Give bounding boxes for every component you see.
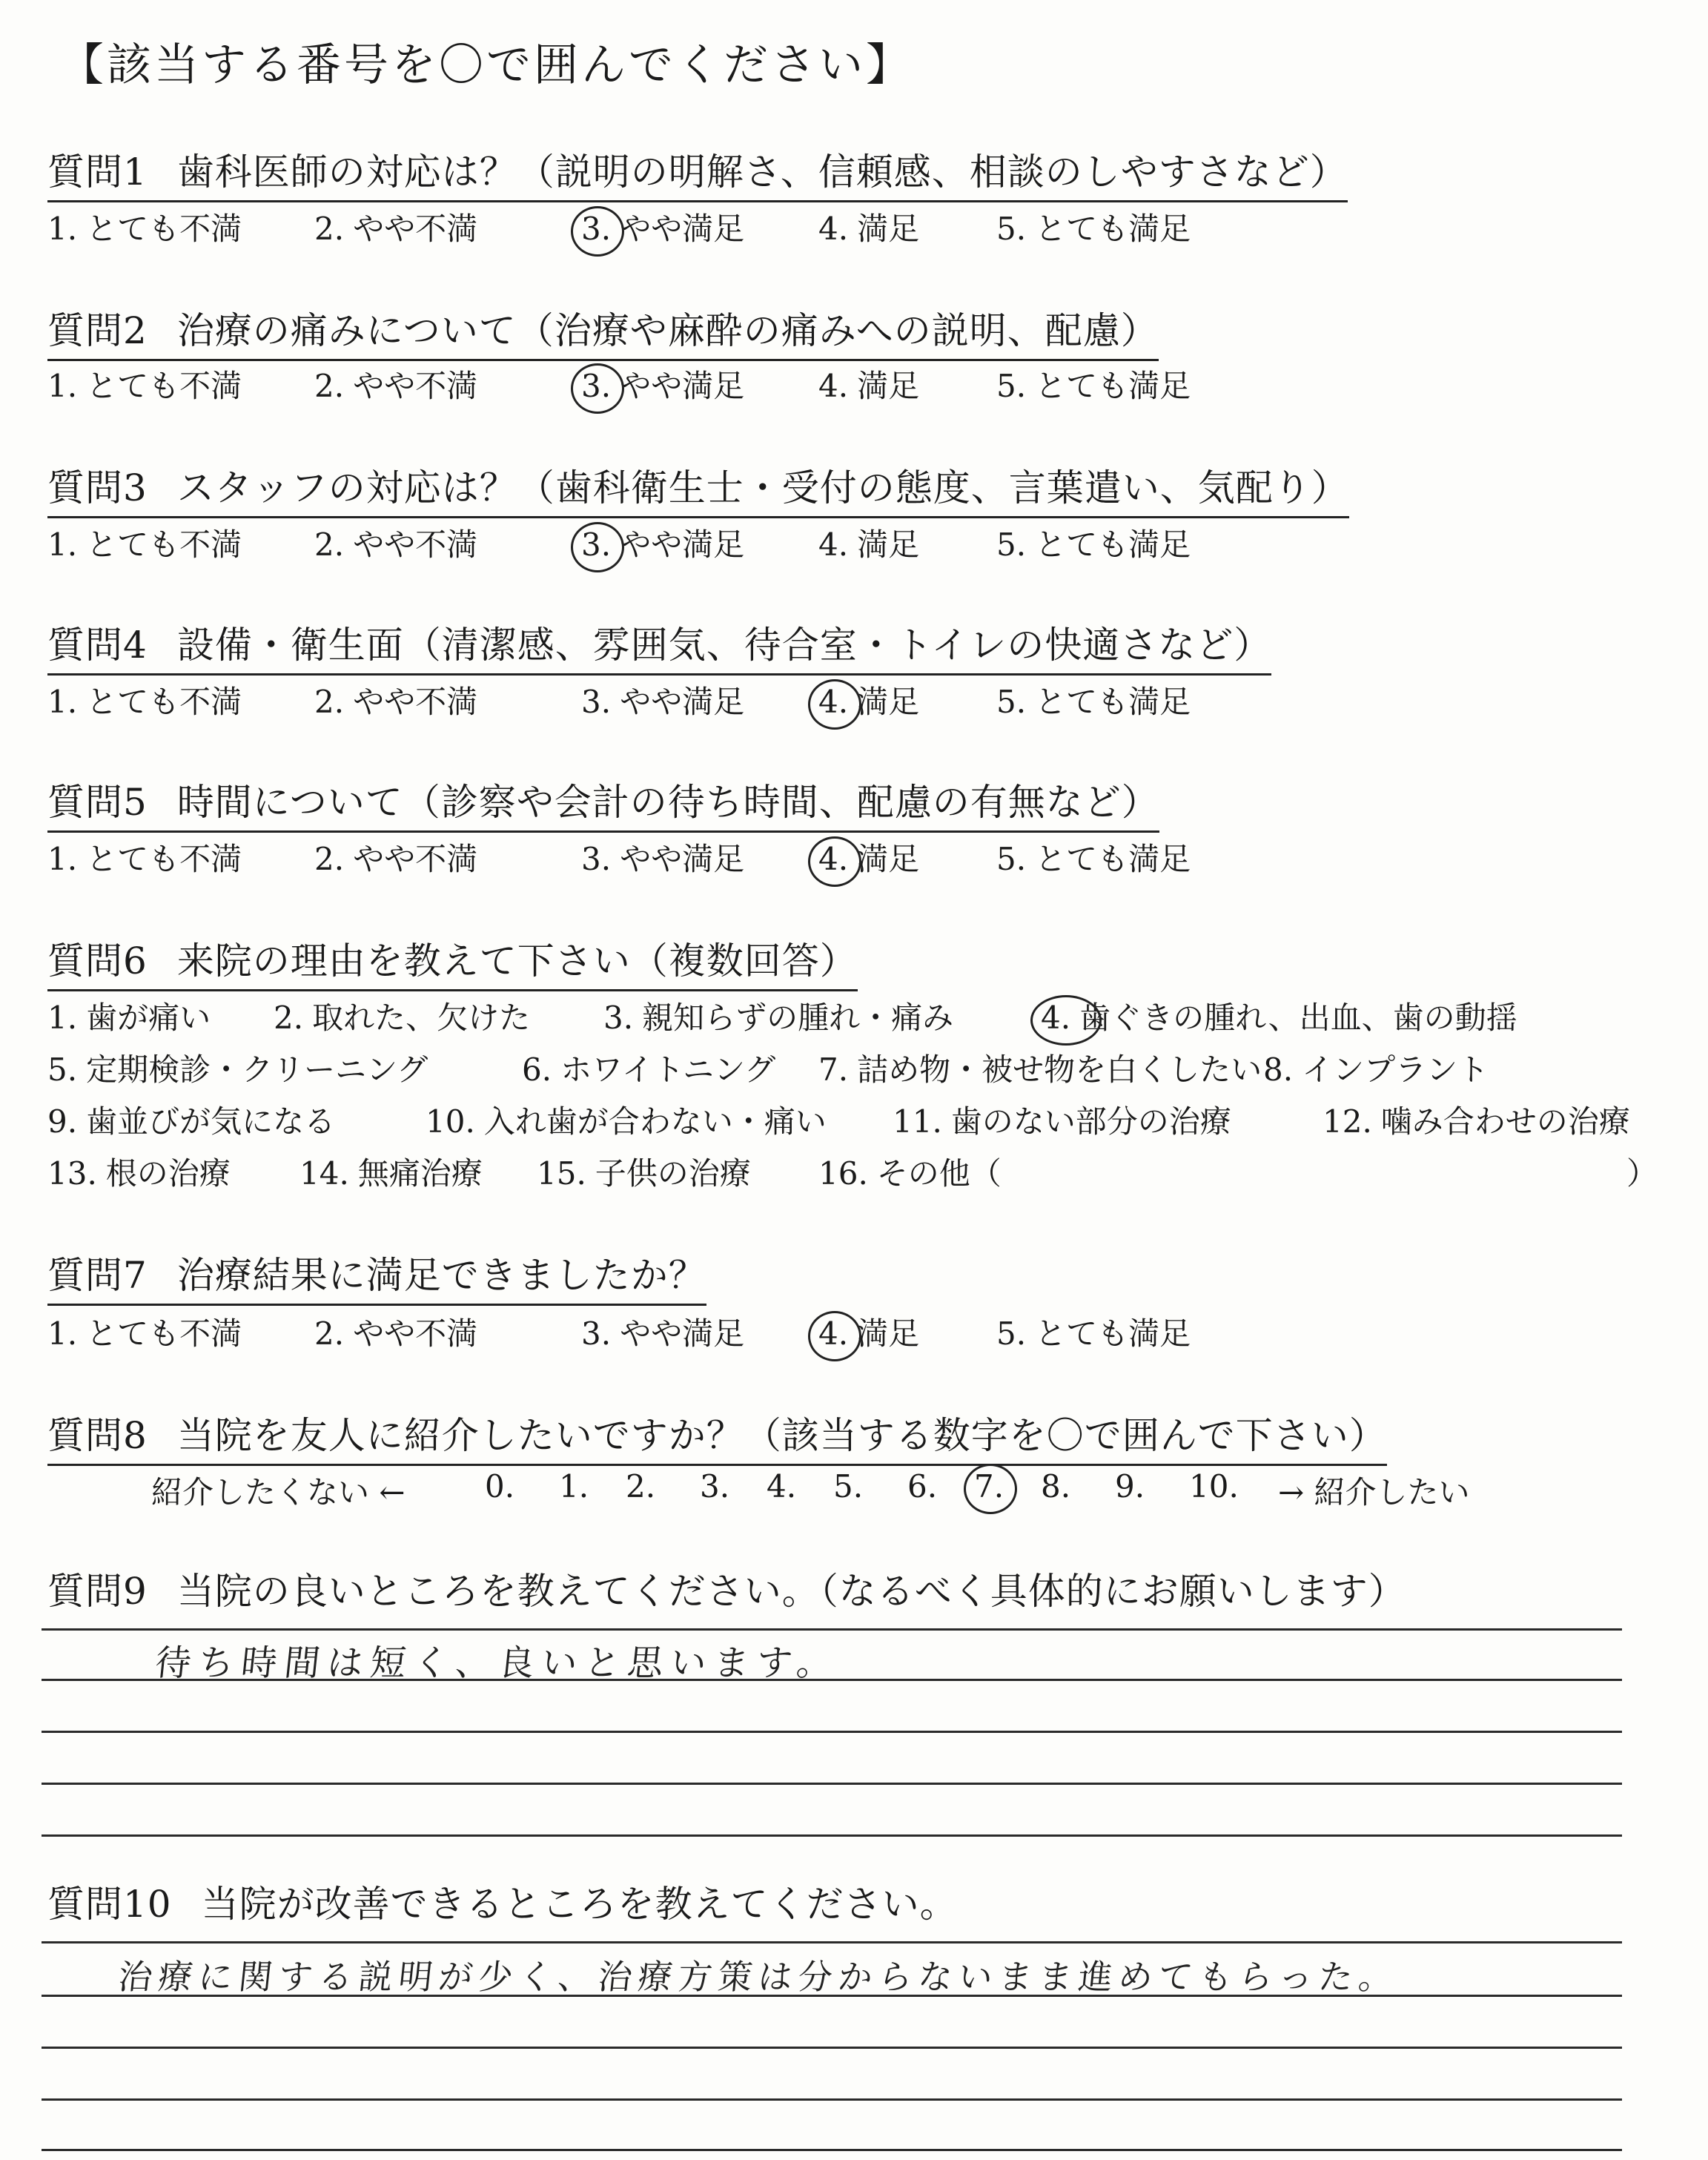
option-number: 16. — [818, 1155, 868, 1192]
answer-line — [42, 1783, 1622, 1785]
option-number: 5. — [996, 526, 1027, 563]
option-label: 詰め物・被せ物を白くしたい — [857, 1051, 1262, 1088]
selection-circle — [571, 363, 624, 414]
answer-line — [42, 1731, 1622, 1733]
scale-option[interactable] — [996, 678, 1191, 722]
option-number: 15. — [537, 1155, 586, 1192]
question-10-answer[interactable]: 治療に関する説明が少く、治療方策は分からないまま進めてもらった。 — [116, 1957, 1401, 1997]
option-number: 1. — [47, 841, 78, 877]
option-label: とても満足 — [1035, 841, 1191, 877]
option-label: やや満足 — [620, 211, 745, 247]
question-3-title — [47, 458, 1349, 518]
answer-line — [42, 2098, 1622, 2101]
scale-option[interactable] — [996, 521, 1191, 565]
question-3-text: スタッフの対応は？（歯科衛生士・受付の態度、言葉遣い、気配り） — [176, 466, 1349, 509]
recommend-score-option[interactable] — [833, 1468, 872, 1505]
question-3-label: 質問3 — [47, 466, 148, 509]
selection-circle — [571, 522, 624, 572]
option-number: 2. — [314, 526, 345, 563]
question-7-text: 治療結果に満足できましたか？ — [176, 1254, 706, 1297]
question-5-title — [47, 773, 1159, 833]
option-number: 6. — [522, 1051, 552, 1088]
reason-option[interactable] — [522, 1046, 775, 1090]
question-9-answer[interactable]: 待ち時間は短く、良いと思います。 — [153, 1642, 842, 1684]
option-label: とても不満 — [86, 526, 242, 563]
answer-line — [42, 1628, 1622, 1631]
question-10-title — [47, 1875, 958, 1932]
selection-circle — [1030, 995, 1102, 1046]
score-number: 8. — [1041, 1468, 1071, 1505]
option-label: 根の治療 — [105, 1155, 231, 1192]
question-1-label: 質問1 — [47, 151, 148, 194]
option-number: 1. — [47, 368, 78, 404]
option-number: 3. — [581, 211, 611, 247]
scale-right-label: → 紹介したい — [1278, 1474, 1470, 1510]
option-label: 噛み合わせの治療 — [1380, 1103, 1630, 1140]
option-number: 5. — [996, 368, 1027, 404]
question-4-label: 質問4 — [47, 624, 148, 667]
option-number: 4. — [818, 211, 849, 247]
question-8-title — [47, 1406, 1387, 1466]
question-1-text: 歯科医師の対応は？（説明の明解さ、信頼感、相談のしやすさなど） — [176, 151, 1348, 194]
option-label: 取れた、欠けた — [312, 1000, 531, 1036]
question-4-text: 設備・衛生面（清潔感、雰囲気、待合室・トイレの快適さなど） — [176, 624, 1272, 667]
scale-option[interactable] — [581, 835, 744, 879]
option-number: 4. — [818, 684, 848, 720]
recommend-score-option[interactable] — [907, 1468, 946, 1505]
option-number: 4. — [818, 1315, 848, 1352]
option-number: 1. — [47, 1000, 78, 1036]
answer-line — [42, 1995, 1622, 1997]
selection-circle — [808, 1311, 861, 1361]
option-label: やや不満 — [353, 841, 478, 877]
question-5-label: 質問5 — [47, 781, 148, 824]
form-heading: 【該当する番号を〇で囲んでください】 — [59, 39, 913, 91]
score-number: 6. — [907, 1468, 938, 1505]
scale-option[interactable] — [818, 205, 919, 249]
score-number: 0. — [485, 1468, 515, 1505]
option-number: 2. — [274, 1000, 304, 1036]
option-label: 入れ歯が合わない・痛い — [483, 1103, 827, 1140]
question-6-title — [47, 931, 858, 991]
option-number: 2. — [314, 1315, 345, 1352]
reason-option[interactable] — [47, 1149, 231, 1194]
question-9-text: 当院の良いところを教えてください。（なるべく具体的にお願いします） — [176, 1570, 1406, 1613]
scale-option[interactable] — [581, 362, 744, 406]
other-close-paren: ） — [1626, 1155, 1658, 1192]
option-label: やや満足 — [620, 526, 745, 563]
scale-option[interactable] — [818, 835, 919, 879]
recommend-score-option[interactable] — [974, 1468, 1013, 1505]
option-label: 定期検診・クリーニング — [86, 1051, 428, 1088]
option-number: 5. — [996, 684, 1027, 720]
question-4-title — [47, 615, 1271, 676]
scale-option[interactable] — [47, 205, 242, 249]
scale-option[interactable] — [818, 1309, 919, 1354]
option-label: 親知らずの腫れ・痛み — [642, 1000, 954, 1036]
option-label: 歯が痛い — [86, 1000, 211, 1036]
answer-line — [42, 1941, 1622, 1943]
reason-option[interactable] — [47, 994, 211, 1038]
option-number: 4. — [1041, 1000, 1070, 1036]
option-number: 2. — [314, 841, 345, 877]
answer-line — [42, 2047, 1622, 2049]
option-label: とても満足 — [1035, 526, 1191, 563]
score-number: 9. — [1115, 1468, 1145, 1505]
scale-option[interactable] — [314, 678, 477, 722]
option-number: 8. — [1263, 1051, 1294, 1088]
scale-option[interactable] — [581, 1309, 744, 1354]
question-7-label: 質問7 — [47, 1254, 148, 1297]
option-label: やや不満 — [353, 684, 478, 720]
score-number: 4. — [767, 1468, 797, 1505]
option-number: 10. — [426, 1103, 475, 1140]
option-number: 3. — [581, 684, 612, 720]
option-number: 14. — [299, 1155, 349, 1192]
option-number: 5. — [996, 1315, 1027, 1352]
option-label: やや不満 — [353, 368, 478, 404]
selection-circle — [571, 206, 624, 257]
score-number: 5. — [833, 1468, 864, 1505]
selection-circle — [808, 836, 861, 887]
option-number: 7. — [818, 1051, 849, 1088]
scale-left-label: 紹介したくない ← — [151, 1474, 406, 1510]
option-number: 3. — [581, 368, 611, 404]
question-2-label: 質問2 — [47, 309, 148, 352]
question-2-title — [47, 301, 1159, 361]
reason-option[interactable] — [818, 1149, 1002, 1194]
option-label: とても不満 — [86, 684, 242, 720]
option-number: 9. — [47, 1103, 78, 1140]
option-label: 子供の治療 — [595, 1155, 751, 1192]
reason-option[interactable] — [47, 1097, 335, 1142]
option-label: 満足 — [857, 526, 920, 563]
option-number: 5. — [996, 211, 1027, 247]
recommend-score-option[interactable] — [1189, 1468, 1248, 1505]
option-label: とても満足 — [1035, 368, 1191, 404]
scale-option[interactable] — [996, 1309, 1191, 1354]
score-number: 3. — [700, 1468, 730, 1505]
option-label: 満足 — [857, 1315, 920, 1352]
option-label: 満足 — [857, 211, 920, 247]
option-label: 歯並びが気になる — [86, 1103, 336, 1140]
option-number: 2. — [314, 368, 345, 404]
scale-option[interactable] — [581, 205, 744, 249]
scale-option[interactable] — [47, 362, 242, 406]
reason-option[interactable] — [893, 1097, 1231, 1142]
option-number: 13. — [47, 1155, 97, 1192]
scale-option[interactable] — [818, 678, 919, 722]
option-label: やや満足 — [620, 368, 745, 404]
option-number: 1. — [47, 1315, 78, 1352]
reason-option[interactable] — [1323, 1097, 1630, 1142]
option-label: やや不満 — [353, 1315, 478, 1352]
reason-option[interactable] — [426, 1097, 827, 1142]
option-label: やや満足 — [620, 684, 745, 720]
reason-option[interactable] — [299, 1149, 483, 1194]
option-label: 満足 — [857, 841, 920, 877]
option-number: 11. — [893, 1103, 942, 1140]
option-label: 歯ぐきの腫れ、出血、歯の動揺 — [1079, 1000, 1517, 1036]
reason-option[interactable] — [818, 1046, 1262, 1090]
option-number: 4. — [818, 368, 849, 404]
scale-option[interactable] — [818, 362, 919, 406]
scale-option[interactable] — [996, 835, 1191, 879]
recommend-score-option[interactable] — [1115, 1468, 1153, 1505]
question-8-label: 質問8 — [47, 1414, 148, 1457]
question-5-text: 時間について（診察や会計の待ち時間、配慮の有無など） — [176, 781, 1159, 824]
scale-option[interactable] — [314, 362, 477, 406]
option-label: 歯のない部分の治療 — [950, 1103, 1231, 1140]
option-label: やや不満 — [353, 526, 478, 563]
recommend-score-option[interactable] — [1041, 1468, 1079, 1505]
scale-option[interactable] — [314, 205, 477, 249]
reason-option[interactable] — [47, 1046, 428, 1090]
question-10-label: 質問10 — [47, 1883, 172, 1926]
option-number: 1. — [47, 211, 78, 247]
option-number: 2. — [314, 684, 345, 720]
reason-option[interactable] — [537, 1149, 751, 1194]
question-9-label: 質問9 — [47, 1570, 148, 1613]
scale-option[interactable] — [314, 835, 477, 879]
option-number: 1. — [47, 526, 78, 563]
scale-option[interactable] — [996, 205, 1191, 249]
question-8-text: 当院を友人に紹介したいですか？（該当する数字を〇で囲んで下さい） — [176, 1414, 1387, 1457]
option-label: やや満足 — [620, 841, 745, 877]
selection-circle — [808, 679, 861, 730]
reason-option[interactable] — [1263, 1046, 1489, 1090]
recommend-score-option[interactable] — [559, 1468, 598, 1505]
recommend-score-option[interactable] — [485, 1468, 523, 1505]
question-7-title — [47, 1246, 706, 1306]
recommend-score-option[interactable] — [700, 1468, 738, 1505]
scale-option[interactable] — [581, 678, 744, 722]
recommend-score-option[interactable] — [767, 1468, 805, 1505]
option-number: 5. — [996, 841, 1027, 877]
option-label: 無痛治療 — [357, 1155, 483, 1192]
reason-option[interactable] — [1041, 994, 1517, 1038]
option-number: 3. — [603, 1000, 634, 1036]
option-label: その他（ — [876, 1155, 1002, 1192]
scale-option[interactable] — [314, 1309, 477, 1354]
option-number: 3. — [581, 1315, 612, 1352]
answer-line — [42, 1679, 1622, 1681]
option-number: 1. — [47, 684, 78, 720]
option-label: とても満足 — [1035, 684, 1191, 720]
scale-option[interactable] — [47, 521, 242, 565]
option-label: インプラント — [1302, 1051, 1489, 1088]
option-number: 3. — [581, 841, 612, 877]
question-2-text: 治療の痛みについて（治療や麻酔の痛みへの説明、配慮） — [176, 309, 1159, 352]
option-label: とても満足 — [1035, 211, 1191, 247]
score-number: 10. — [1189, 1468, 1239, 1505]
question-9-title — [47, 1562, 1406, 1619]
option-label: やや不満 — [353, 211, 478, 247]
option-number: 2. — [314, 211, 345, 247]
option-label: やや満足 — [620, 1315, 745, 1352]
question-1-title — [47, 142, 1348, 202]
option-label: 満足 — [857, 684, 920, 720]
answer-line — [42, 1834, 1622, 1837]
scale-option[interactable] — [996, 362, 1191, 406]
option-label: とても不満 — [86, 841, 242, 877]
scale-option[interactable] — [47, 1309, 242, 1354]
option-number: 12. — [1323, 1103, 1372, 1140]
option-label: とても不満 — [86, 1315, 242, 1352]
scale-option[interactable] — [818, 521, 919, 565]
question-6-label: 質問6 — [47, 939, 148, 982]
reason-option[interactable] — [274, 994, 530, 1038]
score-number: 7. — [974, 1468, 1004, 1505]
question-10-text: 当院が改善できるところを教えてください。 — [201, 1883, 958, 1926]
scale-option[interactable] — [47, 835, 242, 879]
selection-circle — [964, 1464, 1017, 1514]
option-label: とても不満 — [86, 368, 242, 404]
option-number: 5. — [47, 1051, 78, 1088]
option-label: 満足 — [857, 368, 920, 404]
score-number: 1. — [559, 1468, 589, 1505]
option-label: とても不満 — [86, 211, 242, 247]
scale-option[interactable] — [47, 678, 242, 722]
option-number: 3. — [581, 526, 611, 563]
option-label: ホワイトニング — [560, 1051, 776, 1088]
scale-option[interactable] — [581, 521, 744, 565]
recommend-score-option[interactable] — [626, 1468, 664, 1505]
reason-option[interactable] — [603, 994, 953, 1038]
option-number: 4. — [818, 841, 848, 877]
scale-option[interactable] — [314, 521, 477, 565]
option-label: とても満足 — [1035, 1315, 1191, 1352]
option-number: 4. — [818, 526, 849, 563]
question-6-text: 来院の理由を教えて下さい（複数回答） — [176, 939, 858, 982]
answer-line — [42, 2149, 1622, 2151]
score-number: 2. — [626, 1468, 656, 1505]
